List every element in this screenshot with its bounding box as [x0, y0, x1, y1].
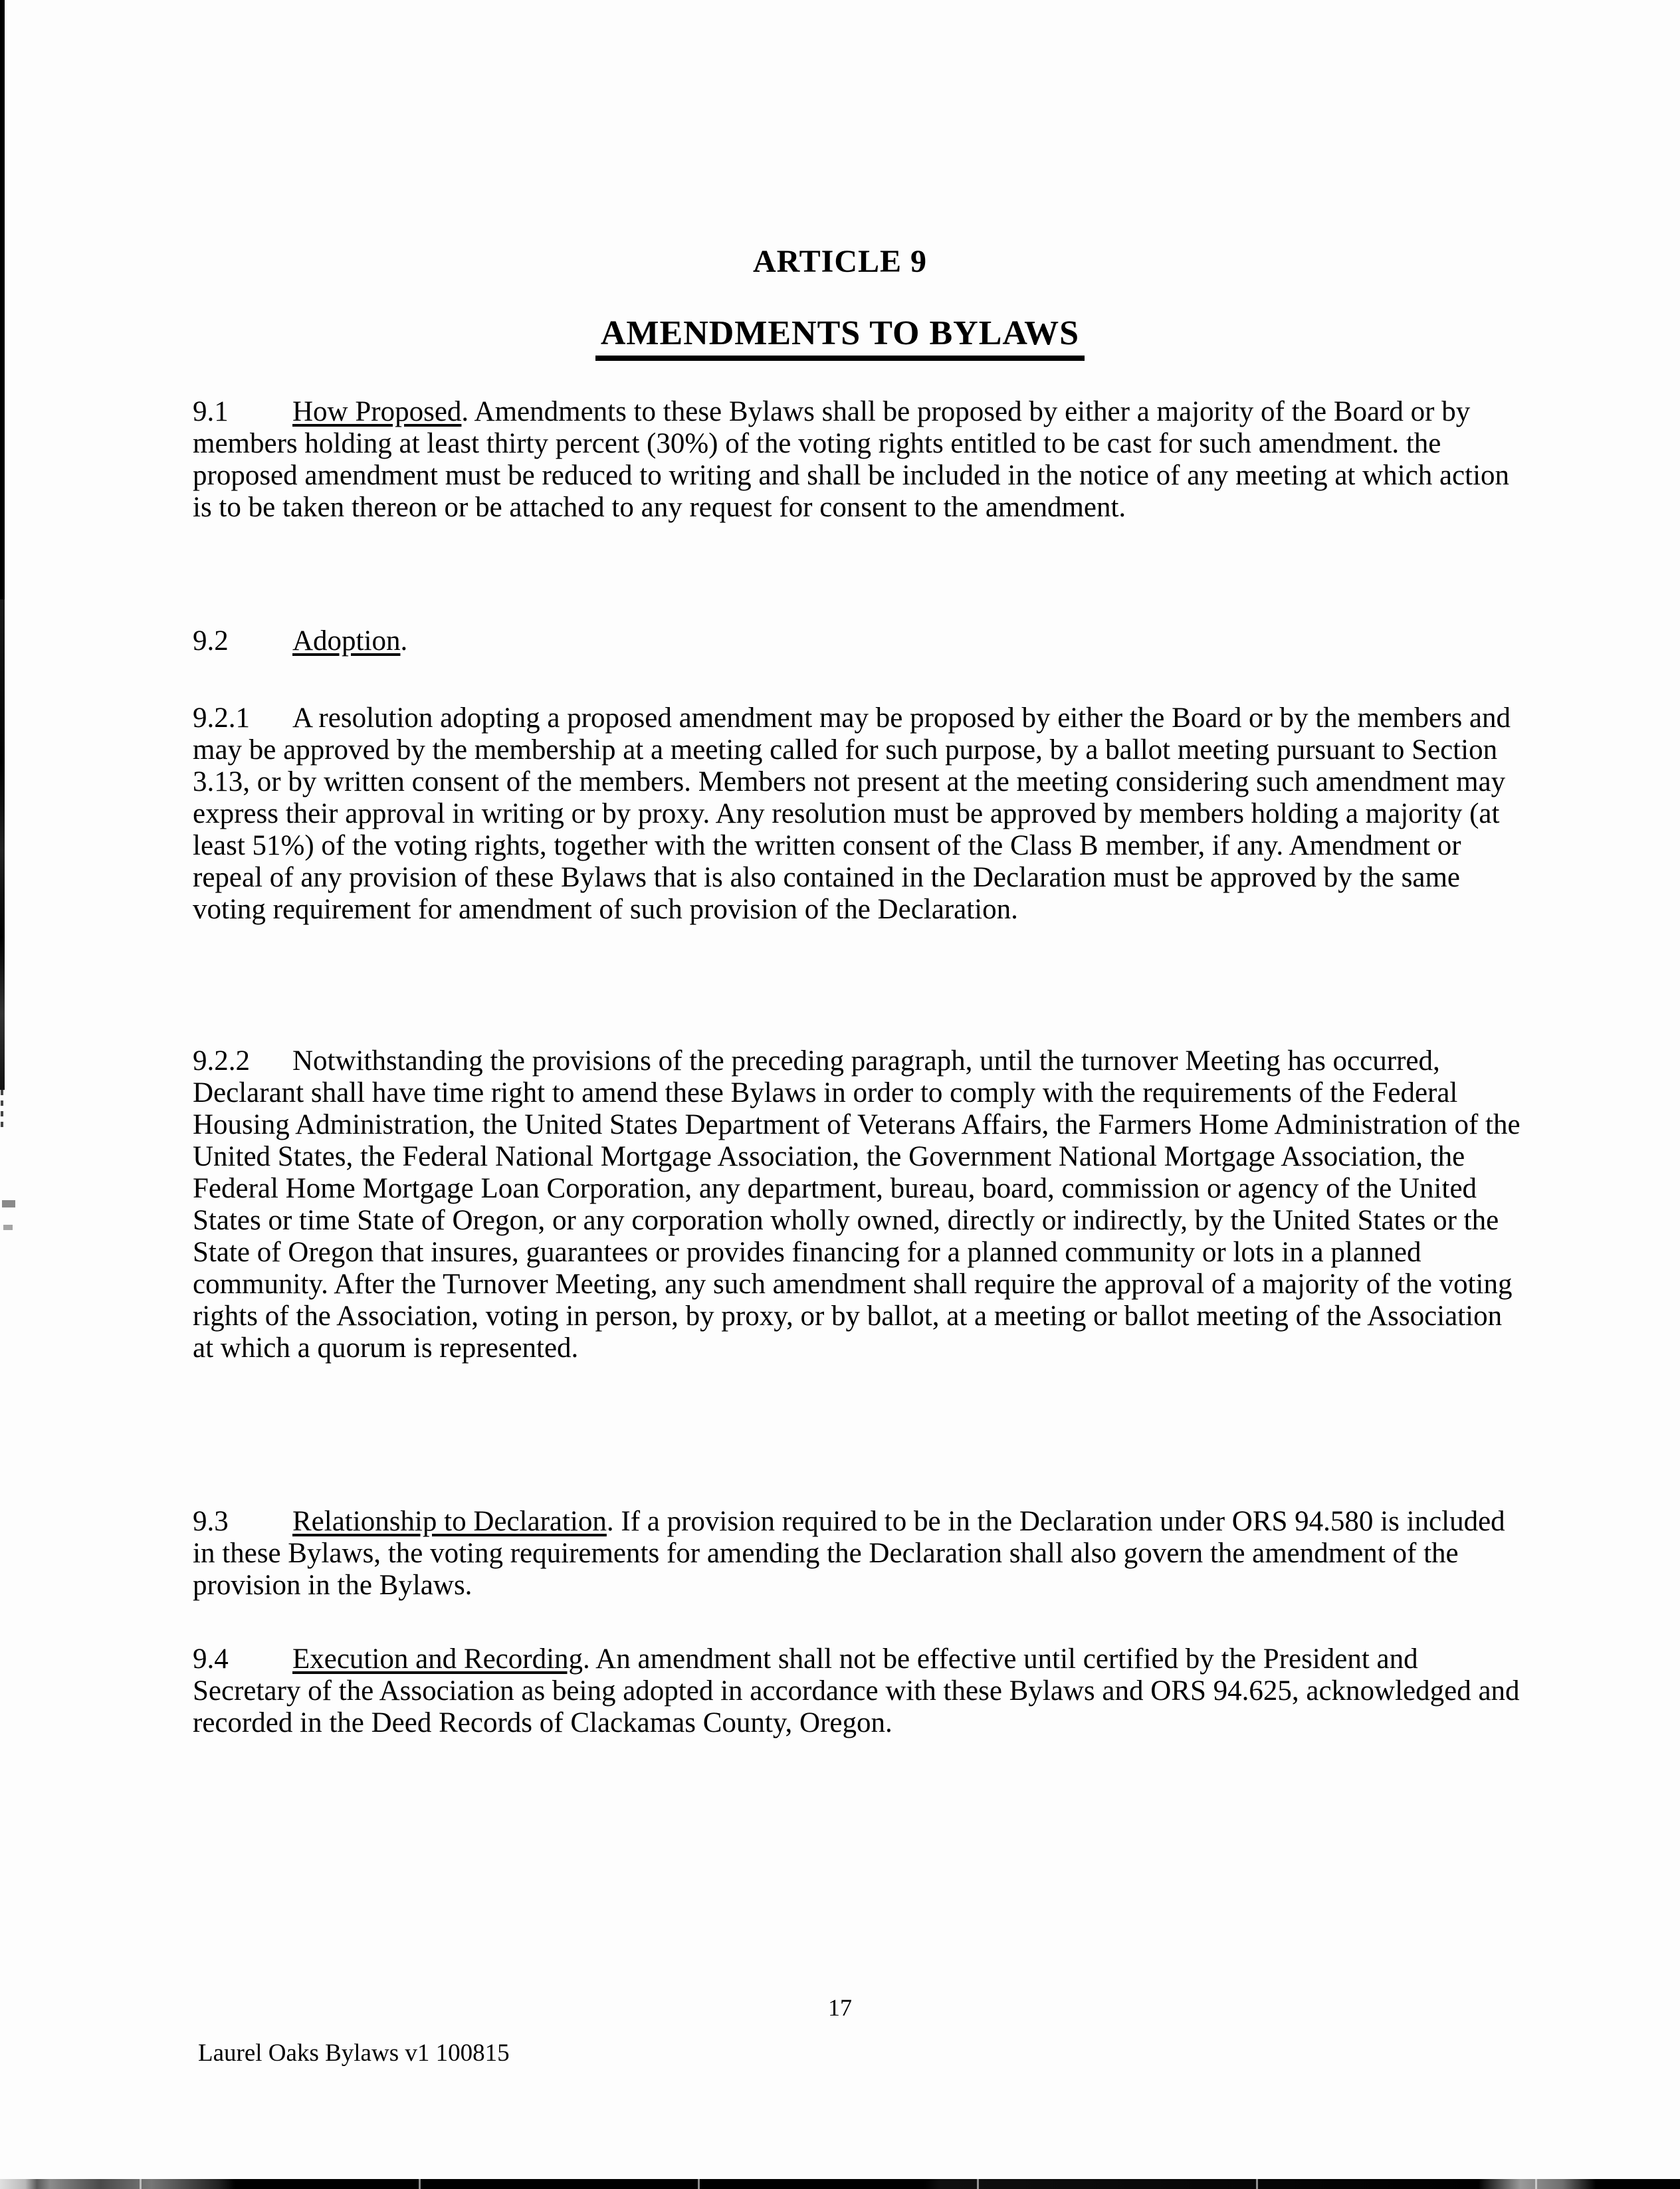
section-body: A resolution adopting a proposed amendment may be proposed by either the Board or by the members and may be approved by the membership at a meeting called for such purpose, by a ballot meeting pursuant to Section 3.13, or by written consent of the members. Members not present at the meeting considering such amendment may express their approval in writing or by proxy. Any resolution must be approved by members holding a majority (at least 51%) of the voting rights, together with the written consent of the Class B member, if any. Amendment or repeal of any provision of these Bylaws that is also contained in the Declaration must be approved by the same voting requirement for amendment of such provision of the Declaration.: [193, 702, 1511, 925]
document-title-text: AMENDMENTS TO BYLAWS: [595, 314, 1085, 361]
section-body: . An amendment shall not be effective until certified by the President and Secretary of the Association as being adopted in accordance with these Bylaws and ORS 94.625, acknowledged and recorded in the Deed Records of Clackamas County, Oregon.: [193, 1643, 1520, 1738]
section-number: 9.3: [193, 1506, 229, 1537]
section-number: 9.4: [193, 1643, 229, 1675]
section-number: 9.1: [193, 396, 229, 427]
section-body: .: [400, 625, 408, 657]
section-heading: Relationship to Declaration: [292, 1506, 607, 1537]
section-9-2-2: [193, 1045, 1522, 1364]
scan-artifact-margin-mark: [3, 1225, 13, 1230]
section-number: 9.2.1: [193, 702, 250, 734]
section-9-4: [193, 1643, 1522, 1739]
footer-version-text: Laurel Oaks Bylaws v1 100815: [198, 2039, 510, 2067]
section-body: Notwithstanding the provisions of the preceding paragraph, until the turnover Meeting has occurred, Declarant shall have time right to amend these Bylaws in order to comply with the requirements of the Federal Housing Administration, the United States Department of Veterans Affairs, the Farmers Home Administration of the United States, the Federal National Mortgage Association, the Government National Mortgage Association, the Federal Home Mortgage Loan Corporation, any department, bureau, board, commission or agency of the United States or time State of Oregon, or any corporation wholly owned, directly or indirectly, by the United States or the State of Oregon that insures, guarantees or provides financing for a planned community or lots in a planned community. After the Turnover Meeting, any such amendment shall require the approval of a majority of the voting rights of the Association, voting in person, by proxy, or by ballot, at a meeting or ballot meeting of the Association at which a quorum is represented.: [193, 1045, 1521, 1364]
article-title: ARTICLE 9: [752, 244, 928, 279]
section-heading: Execution and Recording: [292, 1643, 583, 1675]
section-9-1: [193, 396, 1522, 524]
scan-artifact-left-edge: [0, 0, 5, 1090]
section-number: 9.2: [193, 625, 229, 657]
scan-artifact-margin-mark: [2, 1200, 15, 1207]
page-number: 17: [828, 1994, 852, 2021]
section-body: . If a provision required to be in the Declaration under ORS 94.580 is included in these Bylaws, the voting requirements for amending the Declaration shall also govern the amendment of the provision in the Bylaws.: [193, 1506, 1505, 1601]
scan-artifact-left-edge-tail: [1, 1090, 3, 1130]
section-9-3: [193, 1506, 1522, 1602]
scan-artifact-bottom-edge-slits: [0, 2179, 1680, 2189]
section-number: 9.2.2: [193, 1045, 250, 1077]
section-heading: How Proposed: [292, 396, 462, 427]
section-9-2-1: [193, 702, 1522, 926]
document-title: [0, 314, 1680, 361]
section-9-2: [193, 625, 1522, 657]
section-body: . Amendments to these Bylaws shall be proposed by either a majority of the Board or by members holding at least thirty percent (30%) of the voting rights entitled to be cast for such amendment. the proposed amendment must be reduced to writing and shall be included in the notice of any meeting at which action is to be taken thereon or be attached to any request for consent to the amendment.: [193, 396, 1510, 523]
section-heading: Adoption: [292, 625, 401, 657]
